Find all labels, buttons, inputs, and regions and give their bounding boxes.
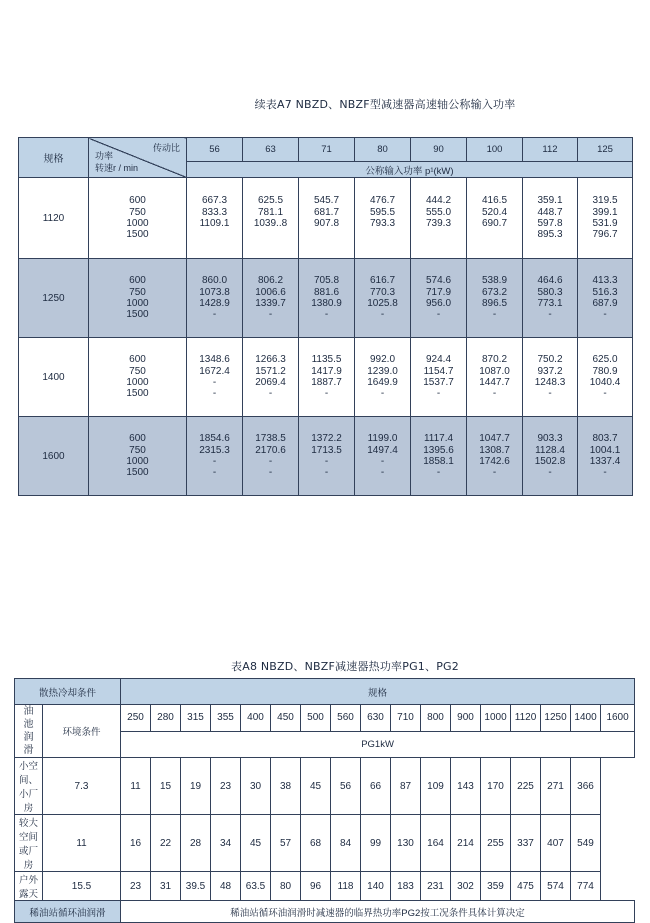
power-value: 793.3 [369, 218, 396, 229]
speed-value: 750 [129, 444, 146, 456]
power-value: 625.0 [592, 354, 618, 366]
power-value: 616.7 [369, 275, 396, 287]
power-cell: 38 [271, 758, 301, 815]
power-value: - [324, 467, 329, 479]
power-value: 359.1 [537, 195, 563, 207]
power-value [411, 229, 466, 240]
spec-cell: 1600 [19, 417, 89, 496]
power-value: 833.3 [201, 206, 228, 218]
power-cell: 96 [301, 872, 331, 901]
speed-value: 1000 [126, 298, 149, 309]
power-value: 681.7 [313, 206, 340, 218]
ratio-col-header: 63 [243, 138, 299, 162]
power-value: 687.9 [592, 298, 618, 309]
power-value: - [324, 388, 329, 400]
power-value: 574.6 [425, 275, 452, 287]
power-value: 413.3 [592, 275, 618, 287]
power-value: - [324, 456, 329, 467]
power-cell: 302 [451, 872, 481, 901]
power-cell: 23 [211, 758, 241, 815]
power-value: 1047.7 [479, 433, 510, 445]
power-cell: 255 [481, 815, 511, 872]
power-cell [467, 417, 523, 496]
power-value: 1417.9 [311, 365, 342, 377]
power-cell: 214 [451, 815, 481, 872]
power-value: - [380, 309, 385, 321]
power-value: 416.5 [481, 195, 508, 207]
speed-value: 1500 [126, 388, 149, 400]
circulation-note: 稀油站循环油润滑时减速器的临界热功率PG2按工况条件具体计算决定 [121, 901, 635, 923]
table-row [15, 872, 635, 901]
power-cell [411, 338, 467, 417]
speed-value: 600 [129, 195, 146, 207]
power-cell [411, 259, 467, 338]
power-cell: 63.5 [241, 872, 271, 901]
power-value: - [436, 388, 441, 400]
power-cell: 130 [391, 815, 421, 872]
speed-value: 1000 [126, 218, 149, 229]
power-cell: 475 [511, 872, 541, 901]
speed-value: 600 [129, 275, 146, 287]
speed-value: 600 [129, 433, 146, 445]
power-cell: 143 [451, 758, 481, 815]
power-value: 2069.4 [255, 377, 286, 388]
power-cell [411, 178, 467, 259]
size-header: 400 [241, 705, 271, 732]
spec-header: 规格 [19, 138, 89, 178]
power-value: 1337.4 [589, 456, 621, 467]
power-value: 903.3 [537, 433, 563, 445]
power-value: 1571.2 [255, 365, 286, 377]
power-value: 2315.3 [199, 444, 230, 456]
power-cell [243, 417, 299, 496]
power-value: 1109.1 [199, 218, 230, 229]
power-value: 1858.1 [423, 456, 454, 467]
power-value: 580.3 [537, 286, 563, 298]
table-a8 [14, 678, 635, 923]
power-cell: 109 [421, 758, 451, 815]
power-cell: 170 [481, 758, 511, 815]
power-cell: 225 [511, 758, 541, 815]
power-cell [467, 338, 523, 417]
size-header: 355 [211, 705, 241, 732]
power-cell: 31 [151, 872, 181, 901]
power-value: 667.3 [201, 195, 228, 207]
power-cell: 11 [121, 758, 151, 815]
power-value: 1854.6 [199, 433, 230, 445]
power-cell [578, 417, 633, 496]
power-cell [243, 259, 299, 338]
power-cell: 34 [211, 815, 241, 872]
power-value: 705.8 [313, 275, 340, 287]
table-row [19, 259, 633, 338]
power-cell: 140 [361, 872, 391, 901]
power-value [187, 229, 242, 240]
ratio-col-header: 80 [355, 138, 411, 162]
env-header: 环境条件 [43, 705, 121, 758]
power-value: 895.3 [537, 229, 563, 241]
size-header: 450 [271, 705, 301, 732]
power-value: - [380, 456, 385, 467]
power-value: 1672.4 [199, 365, 230, 377]
power-value: 1649.9 [367, 377, 398, 388]
power-cell: 15 [151, 758, 181, 815]
power-value: 806.2 [257, 275, 284, 287]
power-value: 937.2 [537, 365, 563, 377]
size-header: 315 [181, 705, 211, 732]
power-value: 1537.7 [423, 377, 454, 388]
power-cell: 48 [211, 872, 241, 901]
size-header: 560 [331, 705, 361, 732]
power-value: 448.7 [537, 206, 563, 218]
power-value: - [212, 467, 217, 479]
speed-cell [89, 338, 187, 417]
speed-value: 1500 [126, 229, 149, 241]
power-value: 770.3 [369, 286, 396, 298]
power-value: 1025.8 [367, 298, 398, 309]
power-cell [355, 178, 411, 259]
power-value: 1040.4 [589, 377, 621, 388]
power-value: 555.0 [425, 206, 452, 218]
cooling-header: 散热冷却条件 [15, 679, 121, 705]
power-value: 1006.6 [255, 286, 286, 298]
power-value: 781.1 [257, 206, 284, 218]
power-value: 1502.8 [534, 456, 566, 467]
power-value: 1738.5 [255, 433, 286, 445]
size-header: 1600 [601, 705, 635, 732]
power-value: - [268, 388, 273, 400]
power-value: 803.7 [592, 433, 618, 445]
power-cell: 68 [301, 815, 331, 872]
power-value: 1380.9 [311, 298, 342, 309]
power-cell [299, 178, 355, 259]
power-value: 1395.6 [423, 444, 454, 456]
power-cell: 45 [241, 815, 271, 872]
ratio-col-header: 56 [187, 138, 243, 162]
size-header: 630 [361, 705, 391, 732]
power-value: 1004.1 [589, 444, 621, 456]
power-value: - [548, 309, 552, 321]
power-value: 444.2 [425, 195, 452, 207]
power-value: - [212, 377, 217, 388]
power-cell [243, 338, 299, 417]
size-header: 280 [151, 705, 181, 732]
power-value: 1117.4 [423, 433, 454, 445]
power-cell [467, 259, 523, 338]
spec-header: 规格 [121, 679, 635, 705]
power-cell [578, 259, 633, 338]
speed-value: 750 [129, 286, 146, 298]
power-value: 625.5 [257, 195, 284, 207]
power-value: - [548, 388, 552, 400]
spec-cell: 1250 [19, 259, 89, 338]
power-value: 1713.5 [311, 444, 342, 456]
size-header: 1250 [541, 705, 571, 732]
table-row [15, 758, 635, 815]
power-value: 1447.7 [479, 377, 510, 388]
power-cell [355, 259, 411, 338]
power-cell: 7.3 [43, 758, 121, 815]
power-value: 319.5 [592, 195, 618, 207]
power-value: 690.7 [481, 218, 508, 229]
power-value: 2170.6 [255, 444, 286, 456]
power-value: 1372.2 [311, 433, 342, 445]
power-value [299, 229, 354, 240]
power-cell: 57 [271, 815, 301, 872]
ratio-col-header: 100 [467, 138, 523, 162]
power-value [355, 229, 410, 240]
power-value: 476.7 [369, 195, 396, 207]
power-cell: 183 [391, 872, 421, 901]
unit-header: 公称输入功率 p¹(kW) [187, 162, 633, 178]
power-cell: 84 [331, 815, 361, 872]
pg1-unit: PG1kW [121, 731, 635, 758]
power-value: 773.1 [537, 298, 563, 309]
power-value: - [212, 388, 217, 400]
ratio-col-header: 90 [411, 138, 467, 162]
power-value: 992.0 [369, 354, 396, 366]
power-value: 1128.4 [535, 444, 565, 456]
power-value: 1239.0 [367, 365, 398, 377]
power-value: 1073.8 [199, 286, 230, 298]
power-cell: 574 [541, 872, 571, 901]
power-cell: 337 [511, 815, 541, 872]
power-cell: 23 [121, 872, 151, 901]
power-cell: 80 [271, 872, 301, 901]
power-cell [467, 178, 523, 259]
power-value: 956.0 [425, 298, 452, 309]
speed-value: 1500 [126, 309, 149, 321]
size-header: 800 [421, 705, 451, 732]
power-cell: 56 [331, 758, 361, 815]
table-row [19, 338, 633, 417]
power-cell: 66 [361, 758, 391, 815]
size-header: 250 [121, 705, 151, 732]
speed-value: 1500 [126, 467, 149, 479]
speed-label: 转速r / min [95, 163, 139, 173]
speed-cell [89, 417, 187, 496]
power-value: 780.9 [592, 365, 618, 377]
power-value: 1154.7 [423, 365, 454, 377]
power-value: 399.1 [592, 206, 618, 218]
table-a7-title: 续表A7 NBZD、NBZF型减速器高速轴公称输入功率 [254, 98, 516, 111]
power-cell: 549 [571, 815, 601, 872]
power-cell [187, 178, 243, 259]
table-row [19, 417, 633, 496]
power-value: 1135.5 [311, 354, 342, 366]
size-header: 710 [391, 705, 421, 732]
power-value: - [603, 467, 607, 479]
size-header: 900 [451, 705, 481, 732]
speed-value: 750 [129, 365, 146, 377]
power-cell: 11 [43, 815, 121, 872]
power-value: - [324, 309, 329, 321]
power-cell: 16 [121, 815, 151, 872]
speed-value: 600 [129, 354, 146, 366]
power-value: 796.7 [592, 229, 618, 241]
power-value: 545.7 [313, 195, 340, 207]
speed-value: 1000 [126, 456, 149, 467]
power-value: - [268, 467, 273, 479]
power-cell: 22 [151, 815, 181, 872]
power-cell: 15.5 [43, 872, 121, 901]
size-header: 1400 [571, 705, 601, 732]
power-value: - [436, 309, 441, 321]
power-cell: 45 [301, 758, 331, 815]
power-cell: 359 [481, 872, 511, 901]
table-a8-title: 表A8 NBZD、NBZF减速器热功率PG1、PG2 [231, 660, 459, 673]
power-cell [187, 338, 243, 417]
power-value: - [380, 467, 385, 479]
power-cell: 231 [421, 872, 451, 901]
power-value: 1248.3 [534, 377, 566, 388]
power-value: 750.2 [537, 354, 563, 366]
power-value: - [492, 467, 497, 479]
power-value: 896.5 [481, 298, 508, 309]
power-value: - [380, 388, 385, 400]
power-value: 1039..8 [253, 218, 288, 229]
power-value: 717.9 [425, 286, 452, 298]
power-cell [578, 178, 633, 259]
power-value: 1348.6 [199, 354, 230, 366]
table-row [15, 815, 635, 872]
power-label: 功率 [95, 151, 114, 161]
power-cell [243, 178, 299, 259]
power-value: 1497.4 [367, 444, 398, 456]
power-cell: 366 [571, 758, 601, 815]
power-cell: 28 [181, 815, 211, 872]
power-value: 907.8 [313, 218, 340, 229]
power-value: 870.2 [481, 354, 508, 366]
power-cell [299, 417, 355, 496]
power-cell: 164 [421, 815, 451, 872]
power-cell [355, 417, 411, 496]
power-value: 1339.7 [255, 298, 286, 309]
ratio-col-header: 125 [578, 138, 633, 162]
power-cell [299, 338, 355, 417]
power-cell [523, 338, 578, 417]
table-row [19, 178, 633, 259]
power-cell: 118 [331, 872, 361, 901]
power-cell [411, 417, 467, 496]
table-a7 [18, 137, 633, 496]
power-value: 531.9 [592, 218, 618, 229]
power-cell: 39.5 [181, 872, 211, 901]
power-value: 597.8 [537, 218, 563, 229]
power-value: 860.0 [201, 275, 228, 287]
ratio-col-header: 112 [523, 138, 578, 162]
power-value: 538.9 [481, 275, 508, 287]
power-value: - [603, 388, 607, 400]
power-value: - [548, 467, 552, 479]
power-value: - [268, 309, 273, 321]
power-cell [578, 338, 633, 417]
power-value: 1199.0 [367, 433, 398, 445]
speed-cell [89, 178, 187, 259]
power-value: - [212, 456, 217, 467]
power-value: 464.6 [537, 275, 563, 287]
size-header: 1120 [511, 705, 541, 732]
power-value: 595.5 [369, 206, 396, 218]
power-value: 924.4 [425, 354, 452, 366]
speed-value: 1000 [126, 377, 149, 388]
power-cell: 30 [241, 758, 271, 815]
power-value: 1887.7 [311, 377, 342, 388]
size-header: 1000 [481, 705, 511, 732]
power-cell: 774 [571, 872, 601, 901]
ratio-col-header: 71 [299, 138, 355, 162]
power-cell [523, 178, 578, 259]
spec-cell: 1400 [19, 338, 89, 417]
power-cell [523, 259, 578, 338]
power-cell [299, 259, 355, 338]
speed-cell [89, 259, 187, 338]
size-header: 500 [301, 705, 331, 732]
env-cell: 户外露天 [15, 872, 43, 901]
env-cell: 小空间、小厂房 [15, 758, 43, 815]
power-value: 1428.9 [199, 298, 230, 309]
power-value: 1087.0 [479, 365, 510, 377]
power-cell: 87 [391, 758, 421, 815]
ratio-label: 传动比 [152, 143, 180, 153]
env-cell: 较大空间或厂房 [15, 815, 43, 872]
spec-cell: 1120 [19, 178, 89, 259]
power-value [243, 229, 298, 240]
power-cell: 19 [181, 758, 211, 815]
power-value: - [268, 456, 273, 467]
power-value: 881.6 [313, 286, 340, 298]
power-value [467, 229, 522, 240]
power-value: - [212, 309, 217, 321]
power-value: 516.3 [592, 286, 618, 298]
diagonal-header [89, 138, 187, 178]
power-cell: 99 [361, 815, 391, 872]
power-cell: 407 [541, 815, 571, 872]
power-cell [187, 417, 243, 496]
power-cell [523, 417, 578, 496]
power-value: - [436, 467, 441, 479]
power-value: - [492, 388, 497, 400]
oil-pool-label: 油池润滑 [15, 705, 43, 758]
power-value: - [492, 309, 497, 321]
power-value: 739.3 [425, 218, 452, 229]
power-value: - [603, 309, 607, 321]
power-cell [355, 338, 411, 417]
power-cell [187, 259, 243, 338]
power-value: 673.2 [481, 286, 508, 298]
power-value: 1308.7 [479, 444, 510, 456]
power-value: 1742.6 [479, 456, 510, 467]
speed-value: 750 [129, 206, 146, 218]
power-value: 520.4 [481, 206, 508, 218]
circulation-label: 稀油站循环油润滑 [15, 901, 121, 923]
power-cell: 271 [541, 758, 571, 815]
power-value: 1266.3 [255, 354, 286, 366]
